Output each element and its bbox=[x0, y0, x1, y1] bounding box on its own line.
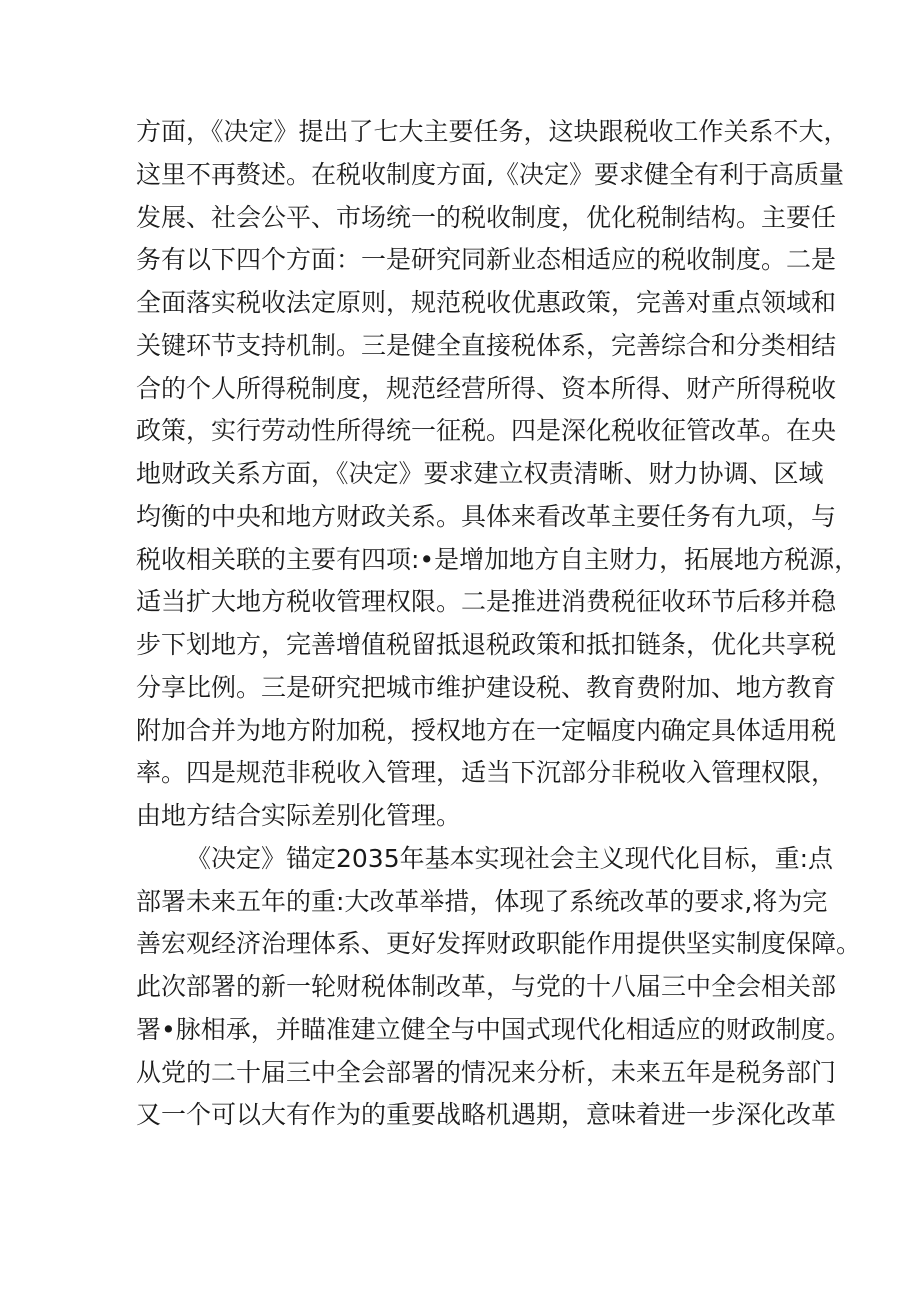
text-line: 此次部署的新一轮财税体制改革，与党的十八届三中全会相关部 bbox=[136, 972, 837, 1001]
text-line: 率。四是规范非税收入管理，适当下沉部分非税收入管理权限， bbox=[136, 758, 837, 788]
text-line: 税收相关联的主要有四项:•是增加地方自主财力，拓展地方税源， bbox=[136, 544, 860, 574]
text-line: 政策，实行劳动性所得统一征税。四是深化税收征管改革。在央 bbox=[136, 416, 837, 446]
text-line: 全面落实税收法定原则，规范税收优惠政策，完善对重点领域和 bbox=[136, 288, 837, 317]
text-line: 善宏观经济治理体系、更好发挥财政职能作用提供坚实制度保障。 bbox=[136, 929, 862, 959]
text-line: 署•脉相承，并瞄准建立健全与中国式现代化相适应的财政制度。 bbox=[136, 1014, 851, 1044]
text-line: 从党的二十届三中全会部署的情况来分析，未来五年是税务部门 bbox=[136, 1057, 837, 1087]
text-line: 关键环节支持机制。三是健全直接税体系，完善综合和分类相结 bbox=[136, 330, 837, 360]
text-line: 这里不再赘述。在税收制度方面,《决定》要求健全有利于高质量 bbox=[136, 159, 844, 189]
text-line: 均衡的中央和地方财政关系。具体来看改革主要任务有九项，与 bbox=[136, 501, 837, 531]
text-line: 方面，《决定》提出了七大主要任务，这块跟税收工作关系不大， bbox=[136, 117, 849, 146]
text-line: 务有以下四个方面：一是研究同新业态相适应的税收制度。二是 bbox=[136, 245, 837, 275]
text-line: 合的个人所得税制度，规范经营所得、资本所得、财产所得税收 bbox=[136, 373, 837, 403]
text-line: 《决定》锚定2035年基本实现社会主义现代化目标，重:点 bbox=[186, 843, 834, 873]
text-line: 适当扩大地方税收管理权限。二是推进消费税征收环节后移并稳 bbox=[136, 587, 837, 617]
paragraph-2 bbox=[136, 838, 862, 1137]
text-line: 步下划地方，完善增值税留抵退税政策和抵扣链条，优化共享税 bbox=[136, 630, 837, 659]
text-line: 地财政关系方面，《决定》要求建立权责清晰、财力协调、区域 bbox=[136, 459, 824, 488]
text-line: 分享比例。三是研究把城市维护建设税、教育费附加、地方教育 bbox=[136, 672, 837, 702]
text-line: 由地方结合实际差别化管理。 bbox=[136, 801, 462, 830]
text-line: 又一个可以大有作为的重要战略机遇期，意味着进一步深化改革 bbox=[136, 1100, 837, 1130]
text-line: 部署未来五年的重:大改革举措，体现了系统改革的要求,将为完 bbox=[136, 886, 828, 916]
paragraph-1 bbox=[136, 111, 860, 838]
text-line: 发展、社会公平、市场统一的税收制度，优化税制结构。主要任 bbox=[136, 202, 837, 232]
text-line: 附加合并为地方附加税，授权地方在一定幅度内确定具体适用税 bbox=[136, 715, 837, 745]
body-text bbox=[136, 111, 862, 1137]
